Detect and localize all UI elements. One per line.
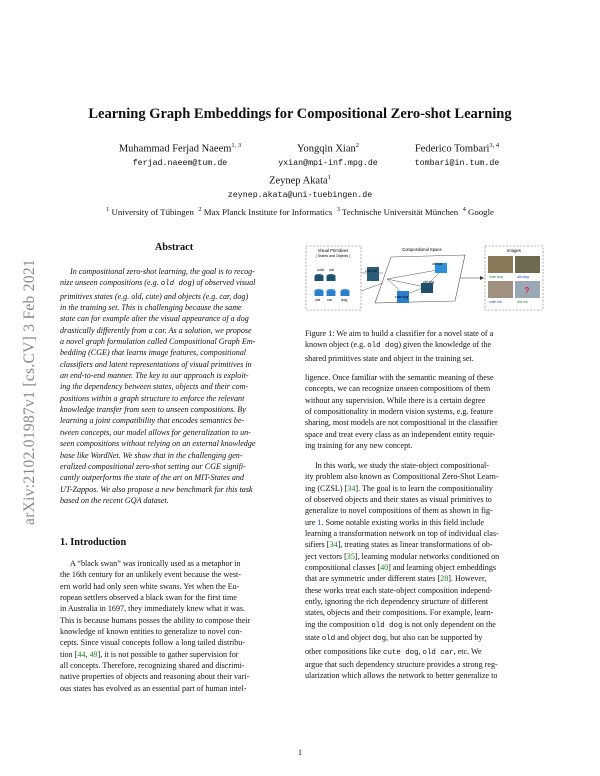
prim-label: old — [329, 268, 335, 272]
text-line: ently, ignoring the rich dependency structure of different — [305, 597, 489, 607]
space-label: cute cat — [365, 269, 377, 273]
text-line: sharing, most models are not compositional in the classifier — [305, 418, 498, 428]
figure-caption: Figure 1: We aim to build a classifier for a novel state of a known object (e.g. old dog) given the knowledge of the shared primitives state and object in the training set. — [305, 329, 494, 363]
abstract-heading: Abstract — [154, 242, 194, 253]
text-line: of compositionality in modern vision systems, e.g. feature — [305, 407, 493, 417]
text-line: ing the dependency between states, objects and their com- — [60, 382, 249, 392]
text-line: other compositions like cute dog, old car, etc. We — [305, 646, 482, 657]
text-line: space and treat every class as an independent entity requir- — [305, 429, 496, 439]
author-name: Zeynep Akata — [269, 175, 328, 187]
text-line: tion [44, 49], it is not possible to gather supervision for — [60, 649, 239, 659]
text-line: primitives states (e.g. old, cute) and objects (e.g. car, dog) — [60, 291, 249, 301]
text-line: learning a joint compatibility that encodes semantics be- — [60, 416, 245, 426]
text-line: in Australia in 1697, they immediately knew what it was. — [60, 604, 245, 614]
text-line: ity problem also known as Compositional Zero-Shot Learn- — [305, 472, 499, 482]
text-line: cepts. Since visual concepts follow a long tailed distribu- — [60, 638, 245, 648]
text-line: native properties of objects and reasoning about their vari- — [60, 672, 250, 682]
prim-label: cute — [317, 268, 325, 272]
text-line: based on the recent GQA dataset. — [60, 495, 169, 505]
text-line: ing the composition old dog is not only dependent on the — [305, 619, 496, 630]
text-line: generalize to novel compositions of them as shown in fig- — [305, 506, 493, 516]
author-affil-mark: 1, 3 — [231, 142, 242, 149]
space-label: cute dog — [395, 295, 409, 299]
text-line: all concepts. Therefore, recognizing shared and discrimi- — [60, 661, 245, 671]
space-label: old car — [432, 262, 443, 266]
affiliations-line: $^1$ University of Tübingen $^2$ Max Planck Institute for Informatics $^3$ Technische Universität München $^4$ Google — [106, 206, 494, 217]
text-line: of observed objects and their states as visual primitives to — [305, 495, 492, 505]
text-line: This is because humans posses the ability to compose their — [60, 615, 251, 625]
author-block — [150, 174, 450, 200]
author-affil-mark: 1 — [327, 174, 331, 181]
text-line: ern world had only seen white swans. Yet when the Eu- — [60, 581, 240, 591]
text-line: classifiers and latent representations of visual primitives in — [60, 359, 252, 369]
text-line: ous states has evolved as an essential part of human intel- — [60, 683, 247, 693]
photo-thumbnail — [488, 256, 513, 273]
images-title: Images — [507, 248, 521, 253]
author-affil-mark: 2 — [355, 142, 359, 149]
text-line: bedding (CGE) that learns image features, compositional — [60, 348, 247, 358]
space-title: Compositional Space — [402, 247, 442, 252]
figure-1 — [305, 243, 545, 313]
arxiv-identifier: arXiv:2102.01987v1 [cs.CV] 3 Feb 2021 — [21, 259, 38, 525]
text-line: ure 1. Some notable existing works in this field include — [305, 517, 484, 527]
question-mark-icon: ? — [524, 286, 530, 295]
text-line: learning a transformation network on top of individual clas- — [305, 529, 499, 539]
author-block — [268, 142, 388, 168]
image-caption: cute dog — [489, 275, 503, 279]
prim-label: car — [327, 298, 333, 302]
author-affil-mark: 3, 4 — [489, 142, 500, 149]
text-line: ing (CZSL) [34]. The goal is to learn the compositionality — [305, 483, 493, 493]
compositional-plane — [375, 255, 465, 303]
text-line: these works treat each state-object composition independ- — [305, 585, 493, 595]
text-line: base like WordNet. We show that in the challenging gen- — [60, 450, 243, 460]
text-line: eralized compositional zero-shot setting our CGE signifi- — [60, 461, 246, 471]
text-line: the 16th century for an unlikely event because the west- — [60, 570, 241, 580]
author-name: Yongqin Xian — [297, 143, 356, 155]
photo-thumbnail — [515, 256, 540, 273]
page-number: 1 — [297, 747, 303, 757]
text-line: UT-Zappos. We also propose a new benchmark for this task — [60, 484, 253, 494]
author-email[interactable]: ferjad.naeem@tum.de — [132, 158, 228, 168]
text-line: tween concepts, our model allows for generalization to un- — [60, 427, 251, 437]
text-line: ject vectors [35], learning modular networks conditioned on — [305, 551, 500, 561]
prim-label: dog — [341, 298, 348, 302]
author-block — [90, 142, 270, 168]
text-line: In this work, we study the state-object compositional- — [315, 461, 489, 470]
text-line: ularization which allows the network to better generalize to — [305, 671, 498, 681]
text-line: ropean settlers observed a black swan for the first time — [60, 593, 237, 603]
primitives-title: Visual Primitives — [317, 248, 349, 253]
text-line: concepts, we can recognize unseen compositions of them — [305, 384, 491, 394]
text-line: a novel graph formulation called Compositional Graph Em- — [60, 337, 256, 347]
text-line: seen compositions without relying on an external knowledge — [60, 439, 256, 449]
text-line: in the training set. This is challenging because the same — [60, 303, 242, 313]
text-line: state can for example alter the visual appearance of a dog — [60, 314, 249, 324]
author-email[interactable]: yxian@mpi-inf.mpg.de — [278, 158, 378, 168]
text-line: A “black swan” was ironically used as a metaphor in — [70, 559, 241, 568]
text-line: ing training for any new concept. — [305, 441, 413, 451]
text-line: cantly outperforms the state of the art on MIT-States and — [60, 473, 244, 483]
section-heading-introduction: 1. Introduction — [60, 537, 127, 548]
text-line: positions within a graph structure to enforce the relevant — [60, 393, 245, 403]
photo-thumbnail — [488, 281, 513, 298]
text-line: nize unseen compositions (e.g. old dog) of observed visual — [60, 278, 256, 289]
image-caption: old car — [517, 300, 528, 304]
text-line: state old and object dog, but also can be supported by — [305, 633, 483, 644]
primitives-subtitle: ( States and Objects ) — [315, 254, 351, 258]
text-line: knowledge transfer from seen to unseen compositions. By — [60, 405, 246, 415]
text-line: In compositional zero-shot learning, the goal is to recog- — [70, 267, 255, 276]
text-line: ligence. Once familiar with the semantic meaning of these — [305, 373, 494, 382]
text-line: argue that such dependency structure provides a strong reg- — [305, 659, 498, 669]
prim-label: cat — [315, 298, 321, 302]
introduction-body — [60, 558, 288, 694]
right-column-para-2 — [305, 460, 545, 682]
author-name: Federico Tombari — [414, 143, 490, 155]
text-line: that are symmetric under different states [28]. However, — [305, 574, 487, 584]
author-name: Muhammad Ferjad Naeem — [118, 143, 232, 155]
text-line: compositional classes [40] and learning object embeddings — [305, 563, 497, 573]
text-line: knowledge of known entities to generalize to novel con- — [60, 627, 243, 637]
author-email[interactable]: tombari@in.tum.de — [414, 158, 500, 168]
paper-title: Learning Graph Embeddings for Compositional Zero-shot Learning — [88, 106, 512, 122]
text-line: drastically differently from a car. As a solution, we propose — [60, 325, 252, 335]
text-line: without any supervision. While there is a certain degree — [305, 395, 486, 405]
image-caption: cute cat — [489, 300, 502, 304]
text-line: states, objects and their compositions. For example, learn- — [305, 608, 494, 618]
text-line: sifiers [34], treating states as linear transformations of ob- — [305, 540, 493, 550]
author-block — [382, 142, 532, 168]
image-caption: old dog — [517, 275, 529, 279]
space-label: old dog — [423, 280, 435, 284]
right-column-para-1 — [305, 372, 545, 451]
abstract-body — [60, 266, 288, 506]
text-line: an end-to-end manner. The key to our approach is exploit- — [60, 371, 249, 381]
author-email[interactable]: zeynep.akata@uni-tuebingen.de — [227, 190, 373, 200]
arrow-icon — [480, 276, 484, 280]
